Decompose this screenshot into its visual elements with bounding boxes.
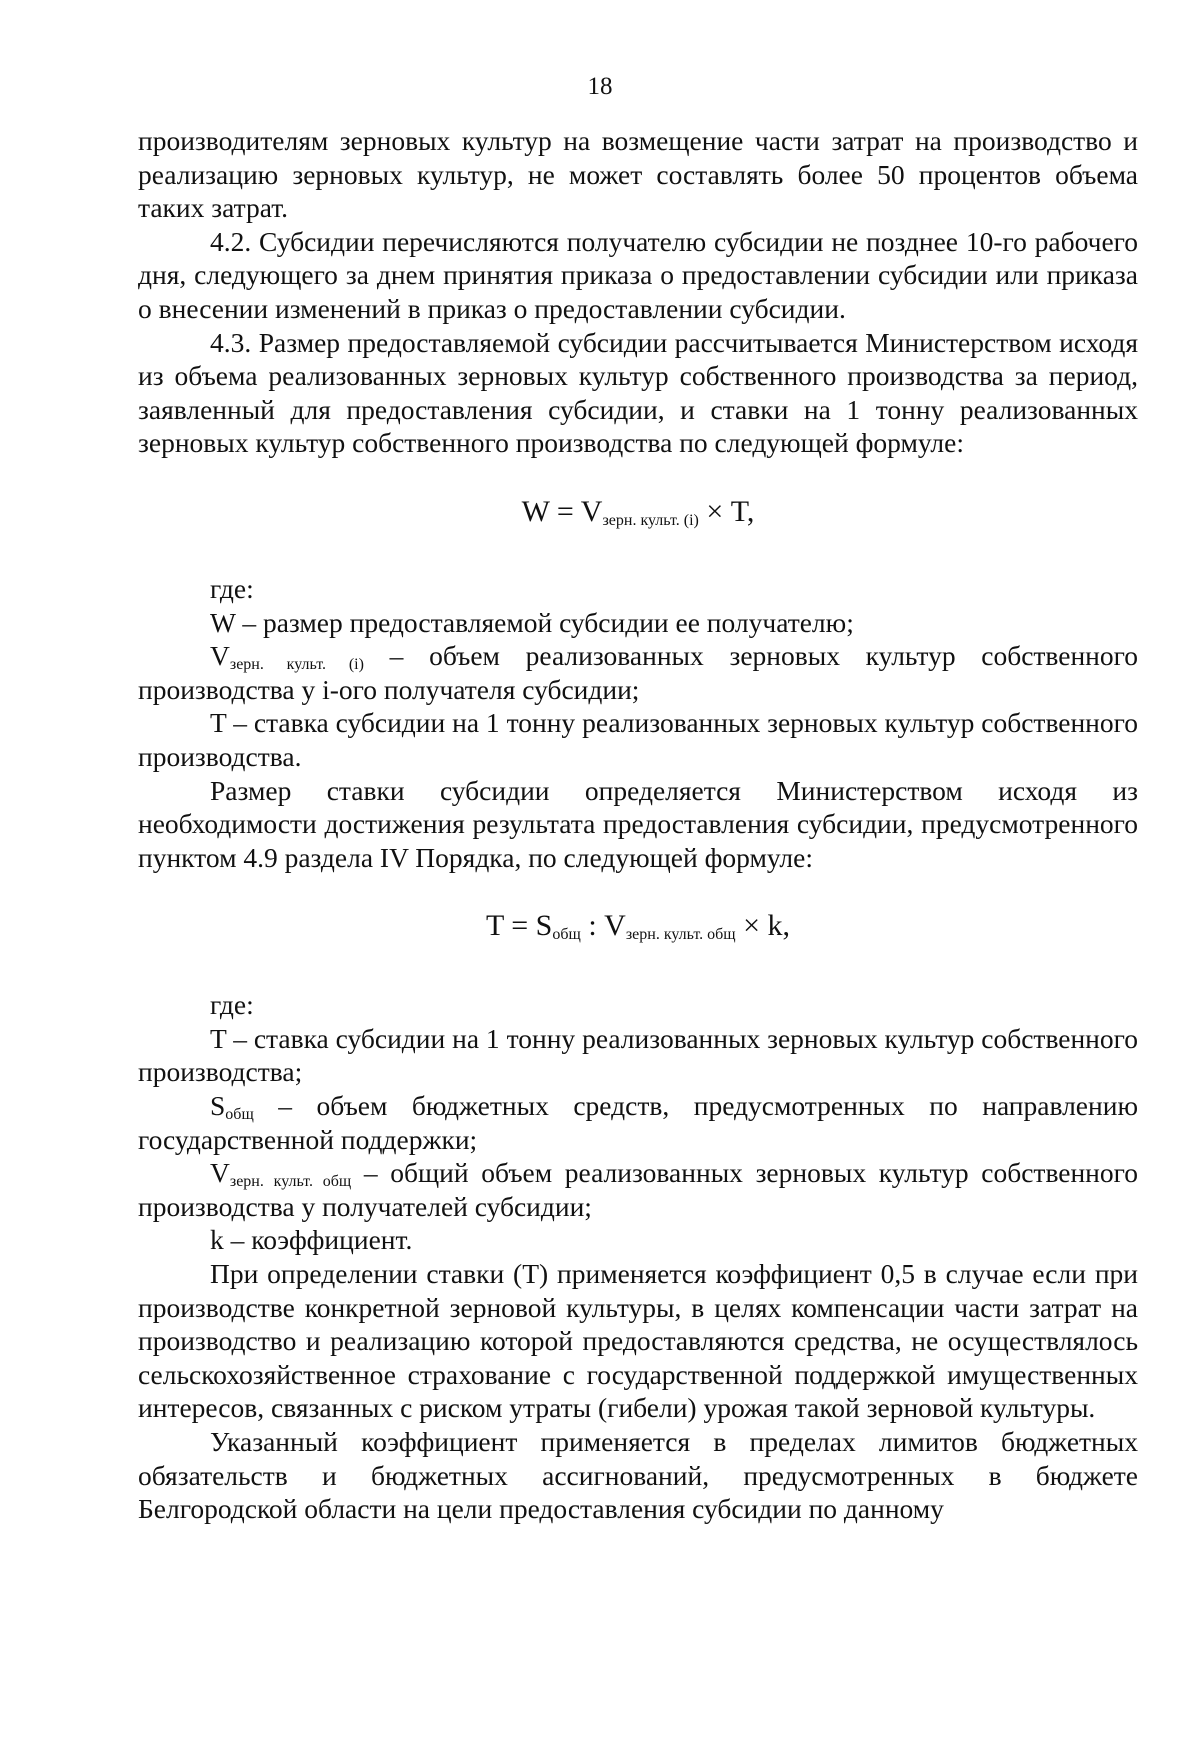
formula2-subscript-v: зерн. культ. общ [625,926,736,944]
definition-t-2: T – ставка субсидии на 1 тонну реализованных зерновых культур собственного производства; [138,1022,1138,1088]
formula1-subscript: зерн. культ. (i) [602,511,699,529]
rate-paragraph: Размер ставки субсидии определяется Министерством исходя из необходимости достижения результата предоставления субсидии, предусмотренного пунктом 4.9 раздела IV Порядка, по следующей формуле: [138,774,1138,873]
definition-s [138,1089,1138,1156]
definition-v-i [138,639,1138,706]
definition-v-i-subscript: зерн. культ. (i) [229,656,364,674]
definition-v-total-text: – общий объем реализованных зерновых культур собственного производства у получателей субсидии; [138,1157,1138,1222]
definition-k: k – коэффициент. [210,1224,413,1256]
paragraph-continuation: производителям зерновых культур на возмещение части затрат на производство и реализацию зерновых культур, не может составлять более 50 процентов объема таких затрат. [138,125,1138,224]
formula-subsidy-size [138,494,1138,530]
definition-s-symbol: S [210,1090,226,1122]
paragraph-4-3: 4.3. Размер предоставляемой субсидии рассчитывается Министерством исходя из объема реализованных зерновых культур собственного производства за период, заявленный для предоставления субсидии, и ставки на 1 тонну реализованных зерновых культур собственного производства по следующей формуле: [138,326,1138,459]
formula2-rhs: × k, [735,909,791,943]
definition-t-1: T – ставка субсидии на 1 тонну реализованных зерновых культур собственного производства. [138,707,1138,772]
formula2-lhs: T = S [485,909,553,943]
definition-s-subscript: общ [225,1106,254,1124]
where-label-2: где: [210,989,254,1021]
document-body [138,124,1138,1526]
formula1-lhs: W = V [521,494,603,528]
final-paragraph: Указанный коэффициент применяется в пределах лимитов бюджетных обязательств и бюджетных ассигнований, предусмотренных в бюджете Белгородской области на цели предоставления субсидии по данному [138,1426,1138,1525]
formula2-mid: : V [580,909,626,943]
definition-v-i-text: – объем реализованных зерновых культур собственного производства у i-ого получателя субсидии; [138,640,1138,705]
formula2-subscript-s: общ [552,926,581,944]
definition-v-total-symbol: V [210,1157,230,1189]
formula-rate [138,908,1138,944]
definition-s-text: – объем бюджетных средств, предусмотренных по направлению государственной поддержки; [138,1090,1138,1155]
page-number: 18 [587,73,613,100]
coefficient-paragraph: При определении ставки (T) применяется коэффициент 0,5 в случае если при производстве конкретной зерновой культуры, в целях компенсации части затрат на производство и реализацию которой предоставляются средства, не осуществлялось сельскохозяйственное страхование с государственной поддержкой имущественных интересов, связанных с риском утраты (гибели) урожая такой зерновой культуры. [138,1258,1138,1424]
definition-w: W – размер предоставляемой субсидии ее получателю; [210,606,854,638]
paragraph-4-2: 4.2. Субсидии перечисляются получателю субсидии не позднее 10-го рабочего дня, следующего за днем принятия приказа о предоставлении субсидии или приказа о внесении изменений в приказ о предоставлении субсидии. [138,225,1138,324]
definition-v-i-symbol: V [210,640,230,672]
definition-v-total [138,1156,1138,1223]
definition-v-total-subscript: зерн. культ. общ [229,1173,352,1191]
formula1-rhs: × T, [698,494,755,528]
where-label-1: где: [210,572,254,604]
